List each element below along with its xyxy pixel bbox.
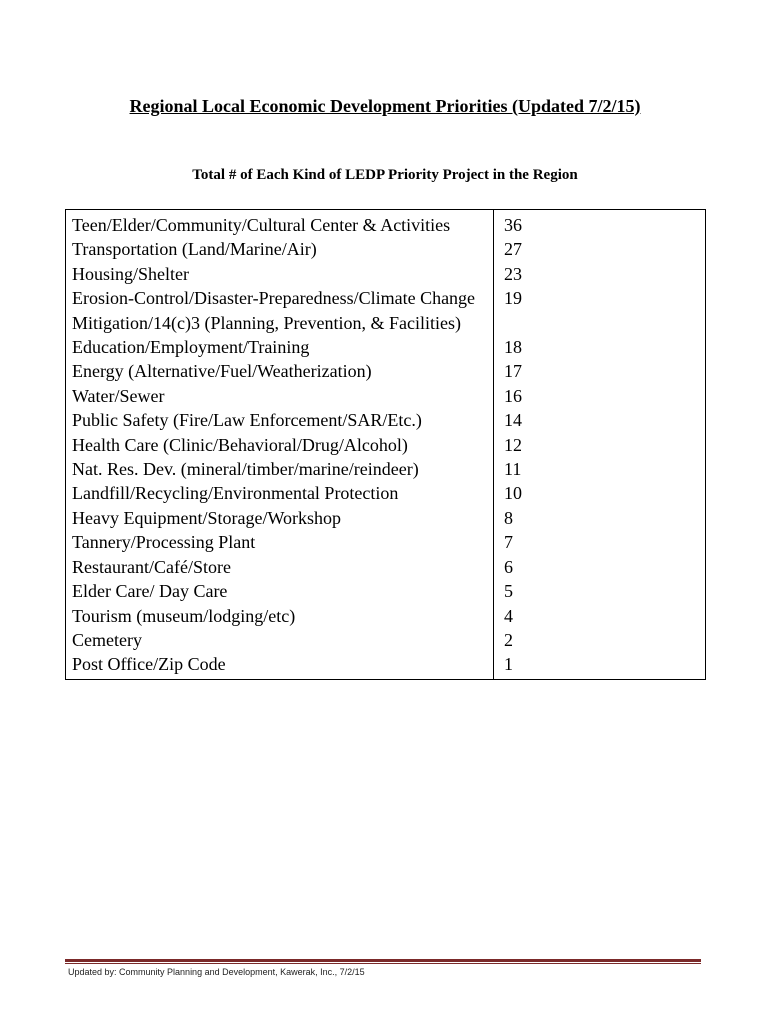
footer-text: Updated by: Community Planning and Development, Kawerak, Inc., 7/2/15 [68, 967, 365, 977]
table-row [66, 384, 706, 408]
priority-table [65, 209, 706, 680]
category-cell: Education/Employment/Training [66, 335, 494, 359]
table-row [66, 210, 706, 238]
category-cell: Restaurant/Café/Store [66, 555, 494, 579]
table-row [66, 335, 706, 359]
count-cell: 7 [494, 530, 706, 554]
table-row [66, 359, 706, 383]
count-cell: 17 [494, 359, 706, 383]
count-cell: 1 [494, 652, 706, 679]
table-row [66, 579, 706, 603]
category-cell: Heavy Equipment/Storage/Workshop [66, 506, 494, 530]
category-cell: Housing/Shelter [66, 262, 494, 286]
footer-divider [65, 959, 701, 962]
footer-divider-thin [65, 963, 701, 964]
count-cell: 27 [494, 237, 706, 261]
table-row [66, 628, 706, 652]
category-cell: Tourism (museum/lodging/etc) [66, 604, 494, 628]
table-row [66, 652, 706, 679]
category-cell: Water/Sewer [66, 384, 494, 408]
category-cell: Nat. Res. Dev. (mineral/timber/marine/reindeer) [66, 457, 494, 481]
priority-table-body [66, 210, 706, 680]
category-cell: Tannery/Processing Plant [66, 530, 494, 554]
table-row [66, 555, 706, 579]
category-cell: Post Office/Zip Code [66, 652, 494, 679]
count-cell: 11 [494, 457, 706, 481]
count-cell: 6 [494, 555, 706, 579]
table-row [66, 481, 706, 505]
table-row [66, 506, 706, 530]
category-cell: Teen/Elder/Community/Cultural Center & Activities [66, 210, 494, 238]
count-cell: 16 [494, 384, 706, 408]
category-cell: Energy (Alternative/Fuel/Weatherization) [66, 359, 494, 383]
count-cell: 2 [494, 628, 706, 652]
count-cell: 10 [494, 481, 706, 505]
table-row [66, 262, 706, 286]
category-cell: Transportation (Land/Marine/Air) [66, 237, 494, 261]
table-row [66, 408, 706, 432]
count-cell: 18 [494, 335, 706, 359]
table-row [66, 457, 706, 481]
category-cell: Cemetery [66, 628, 494, 652]
count-cell: 8 [494, 506, 706, 530]
category-cell: Elder Care/ Day Care [66, 579, 494, 603]
count-cell: 19 [494, 286, 706, 335]
table-row [66, 530, 706, 554]
count-cell: 23 [494, 262, 706, 286]
count-cell: 12 [494, 433, 706, 457]
count-cell: 36 [494, 210, 706, 238]
category-cell: Landfill/Recycling/Environmental Protection [66, 481, 494, 505]
count-cell: 14 [494, 408, 706, 432]
table-row [66, 286, 706, 335]
table-subtitle: Total # of Each Kind of LEDP Priority Project in the Region [192, 167, 578, 183]
table-row [66, 433, 706, 457]
category-cell: Public Safety (Fire/Law Enforcement/SAR/Etc.) [66, 408, 494, 432]
count-cell: 4 [494, 604, 706, 628]
page-title: Regional Local Economic Development Priorities (Updated 7/2/15) [129, 96, 641, 116]
count-cell: 5 [494, 579, 706, 603]
table-row [66, 237, 706, 261]
category-cell: Health Care (Clinic/Behavioral/Drug/Alcohol) [66, 433, 494, 457]
category-cell: Erosion-Control/Disaster-Preparedness/Climate Change Mitigation/14(c)3 (Planning, Prevention, & Facilities) [66, 286, 494, 335]
table-row [66, 604, 706, 628]
